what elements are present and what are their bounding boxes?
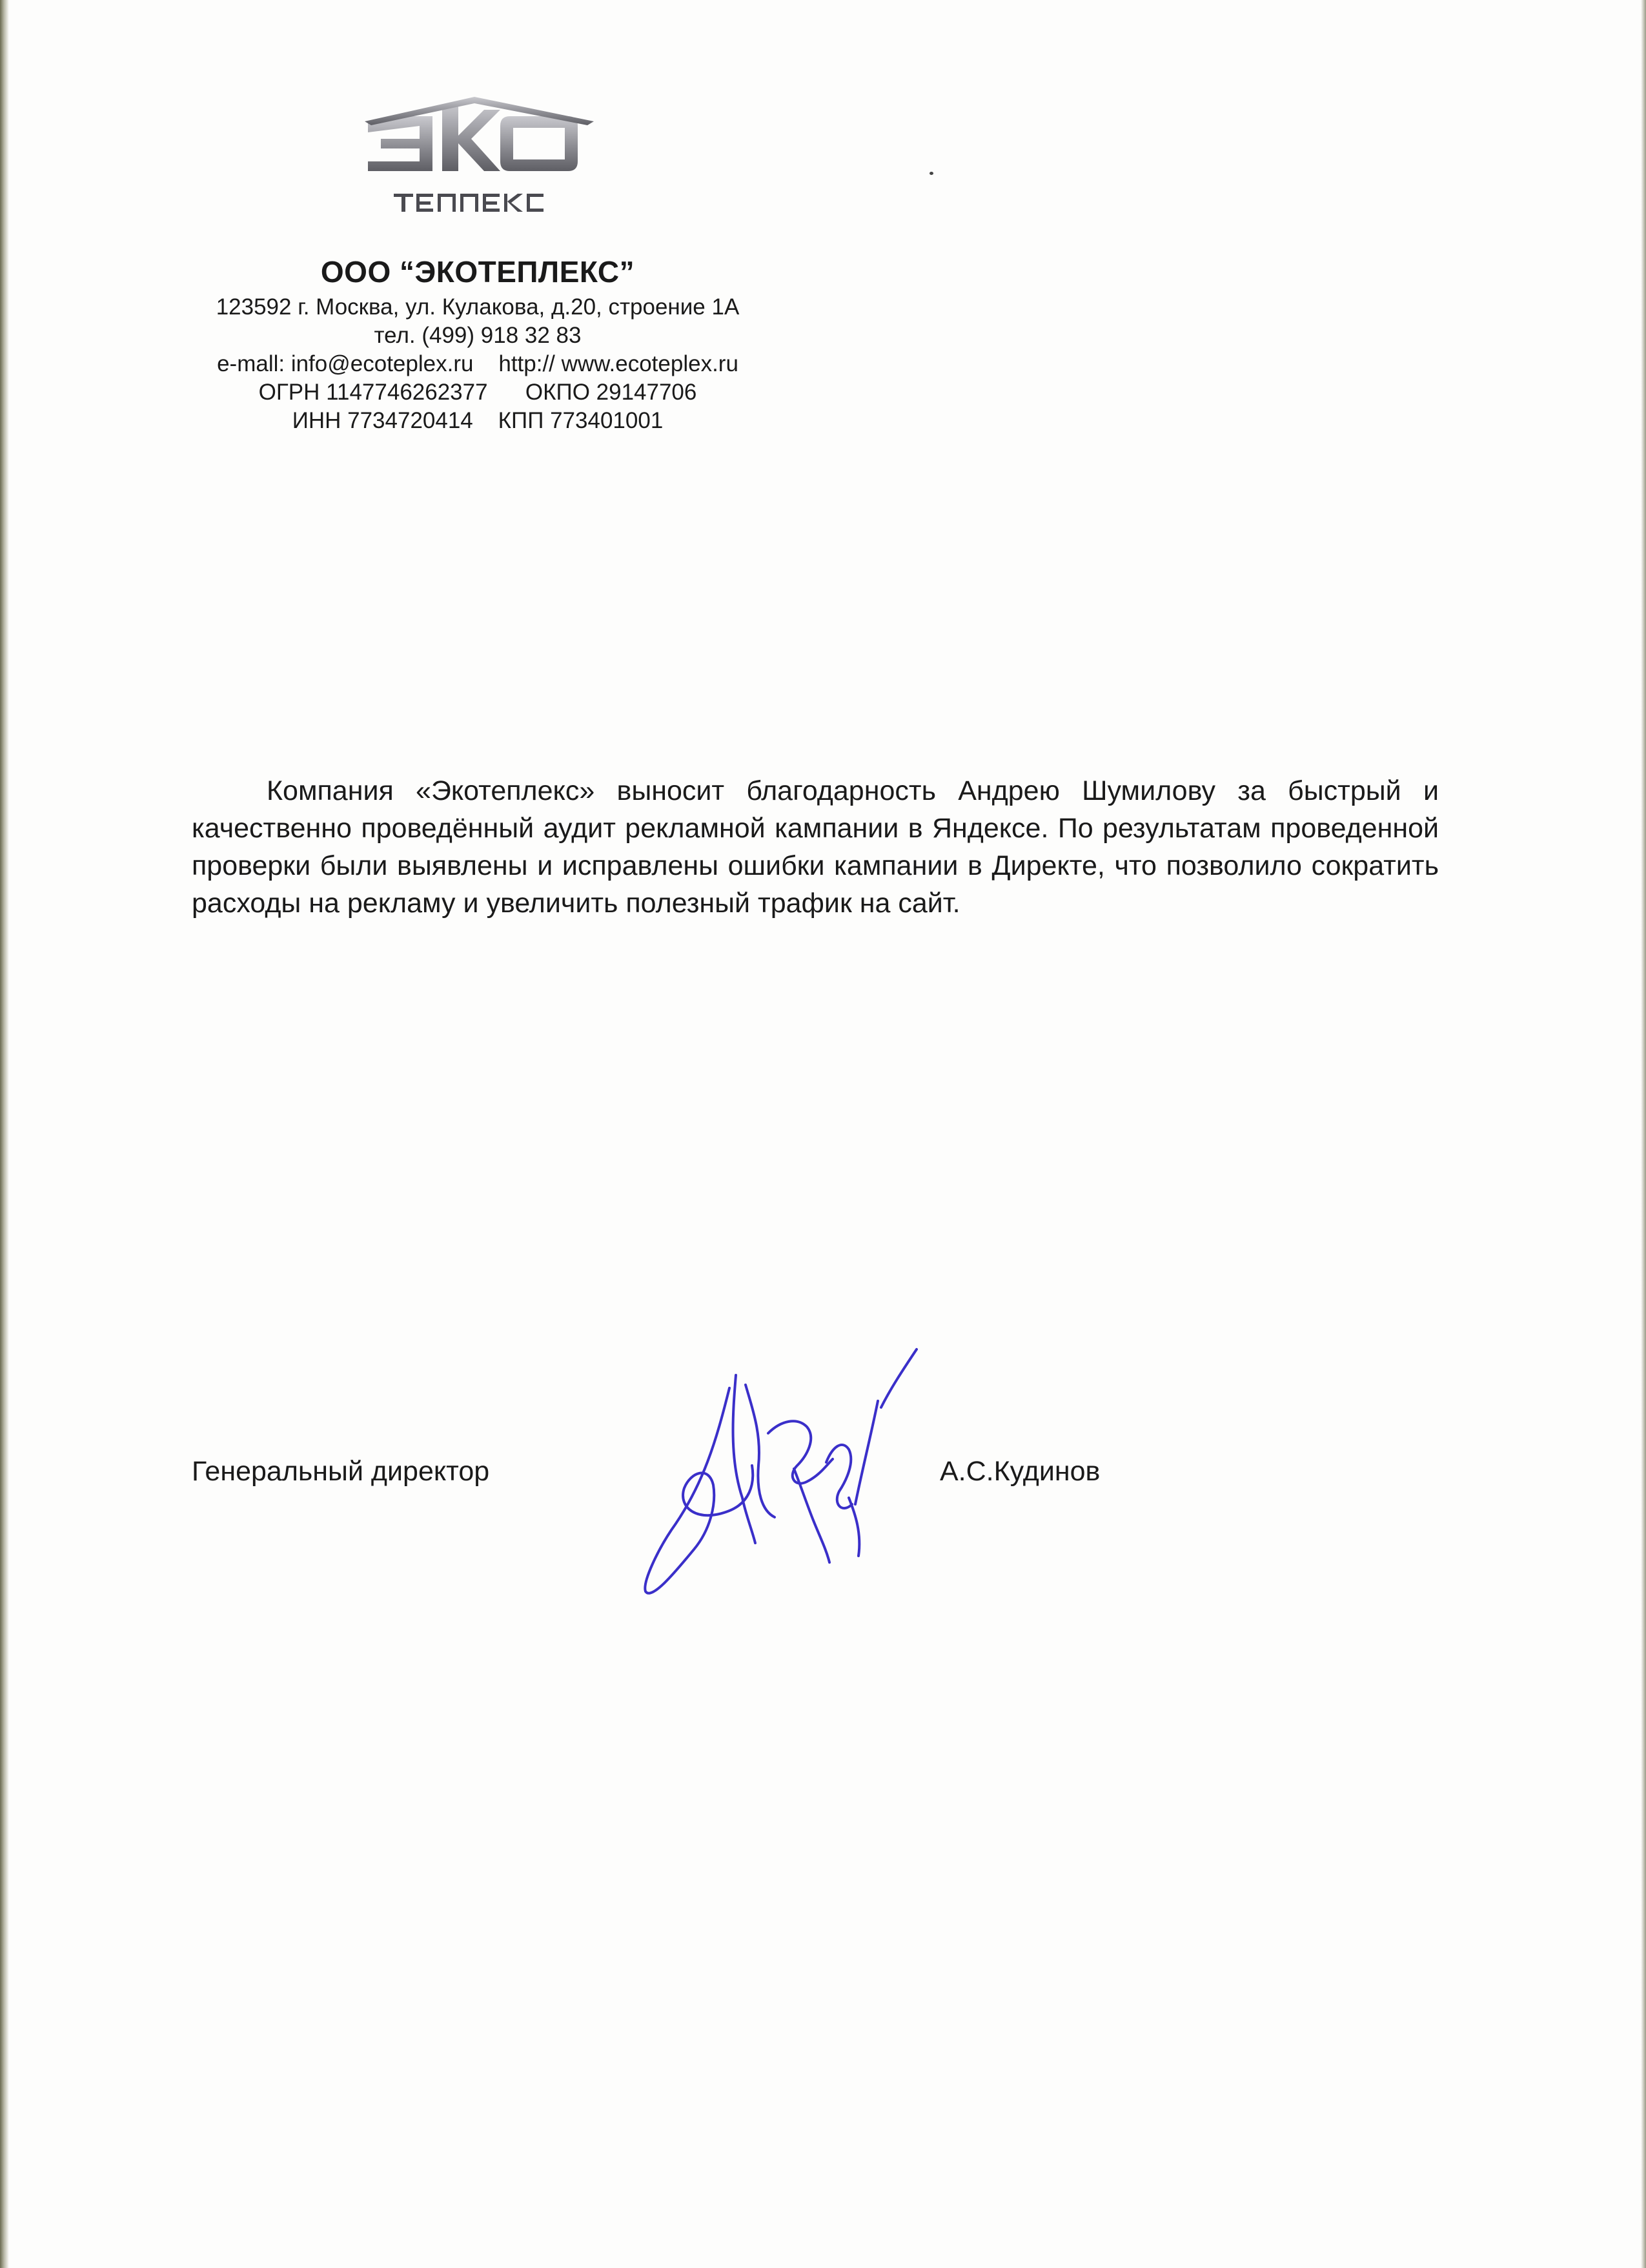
letter-body-paragraph: Компания «Экотеплекс» выносит благодарность Андрею Шумилову за быстрый и качественно проведённый аудит рекламной кампании в Яндексе. По результатам проведенной проверки были выявлены и исправлены ошибки кампании в Директе, что позволило сократить расходы на рекламу и увеличить полезный трафик на сайт.: [192, 775, 1439, 919]
scan-edge-shadow-right: [1641, 0, 1646, 2268]
letterhead: [155, 252, 800, 435]
company-name: ООО “ЭКОТЕПЛЕКС”: [320, 255, 635, 289]
company-logo: [355, 97, 607, 226]
company-phone: тел. (499) 918 32 83: [374, 323, 582, 348]
company-inn-kpp: ИНН 7734720414 КПП 773401001: [292, 408, 664, 433]
signer-name: А.С.Кудинов: [940, 1456, 1101, 1487]
company-ogrn-okpo: ОГРН 1147746262377 ОКПО 29147706: [258, 380, 697, 405]
scan-speck: [930, 172, 933, 175]
signer-position: Генеральный директор: [192, 1456, 490, 1487]
logo-eko-letters: [365, 97, 594, 171]
company-email-web: e-mall: info@ecoteplex.ru http:// www.ecoteplex.ru: [217, 351, 738, 376]
handwritten-signature: [633, 1336, 942, 1614]
logo-teplex-letters: [394, 194, 544, 212]
scan-edge-shadow: [0, 0, 9, 2268]
company-address: 123592 г. Москва, ул. Кулакова, д.20, строение 1А: [216, 294, 740, 320]
